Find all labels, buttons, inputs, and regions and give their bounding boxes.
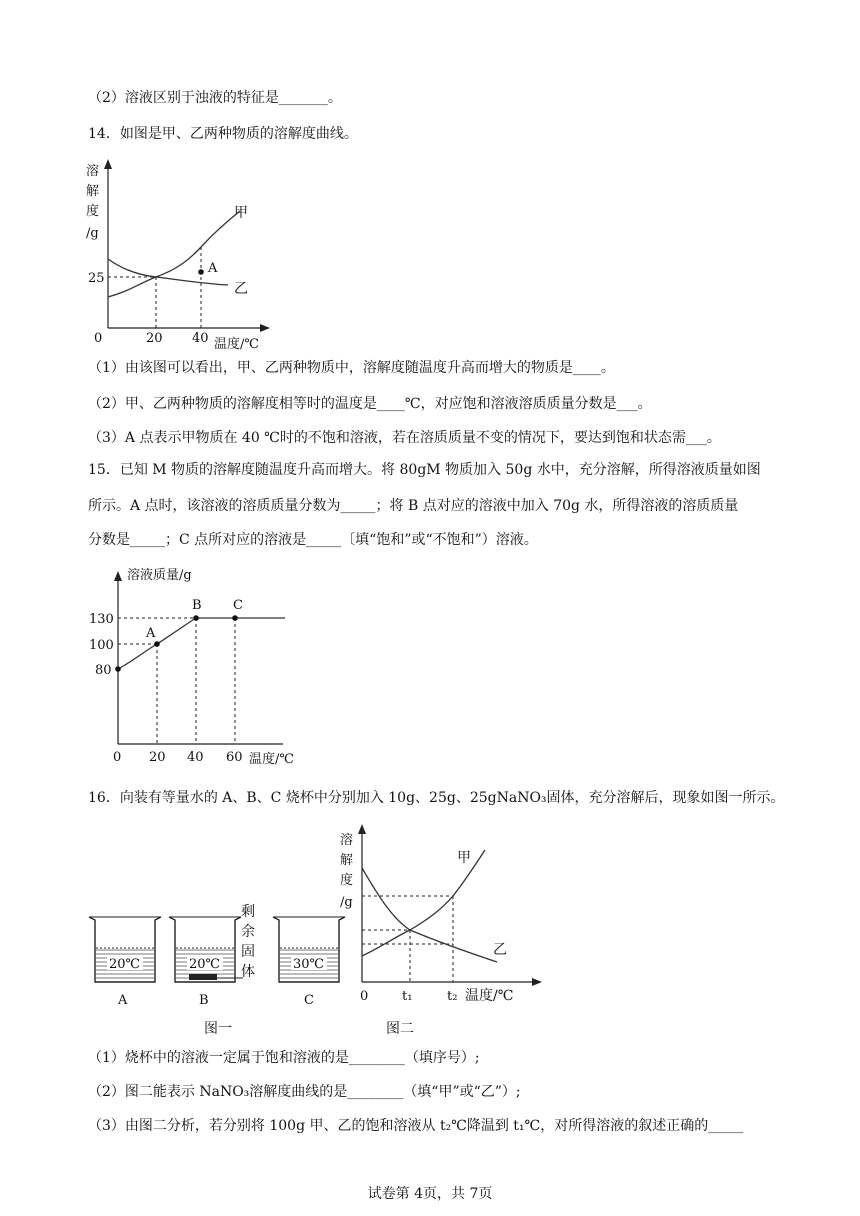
q15-xtick-0: 0	[113, 750, 122, 765]
beaker-b-label: B	[199, 993, 209, 1008]
q15-point-c-label: C	[233, 598, 243, 613]
q14-x-axis-arrow	[260, 324, 270, 332]
q15-ytick-100: 100	[89, 638, 114, 653]
fig2-caption: 图二	[386, 1021, 414, 1037]
page-footer: 试卷第 4页，共 7页	[367, 1186, 493, 1202]
fig1-caption: 图一	[204, 1021, 232, 1037]
q16-part2: （2）图二能表示 NaNO₃溶解度曲线的是________（填“甲”或“乙”）;	[88, 1084, 521, 1100]
q14-y-axis-arrow	[104, 159, 112, 169]
beaker-a-label: A	[118, 993, 128, 1008]
q15-point-a	[154, 641, 160, 647]
q14-xtick-20: 20	[146, 331, 163, 346]
q14-part3: （3）A 点表示甲物质在 40 ℃时的不饱和溶液，若在溶质质量不变的情况下，要达到饱和状态需___。	[88, 430, 721, 446]
q15-xtick-40: 40	[187, 750, 204, 765]
q14-part2: （2）甲、乙两种物质的溶解度相等时的温度是____℃，对应饱和溶液溶质质量分数是___。	[88, 396, 652, 412]
beaker-a	[89, 917, 161, 1008]
residue-label-4: 体	[241, 964, 255, 980]
q16c-x-axis-arrow	[532, 978, 542, 986]
q15-line1: 15．已知 M 物质的溶解度随温度升高而增大。将 80gM 物质加入 50g 水中，充分溶解，所得溶液质量如图	[88, 462, 761, 478]
q14-solubility-chart	[80, 155, 280, 355]
q16c-curve-yi	[362, 868, 497, 962]
q16c-xtick-t2: t₂	[447, 989, 458, 1004]
q16c-series-yi-label: 乙	[493, 942, 507, 958]
q16-part3: （3）由图二分析，若分别将 100g 甲、乙的饱和溶液从 t₂℃降温到 t₁℃，对所得溶液的叙述正确的_____	[88, 1118, 744, 1134]
q15-xtick-60: 60	[226, 750, 243, 765]
q14-ylabel-4: /g	[86, 226, 99, 241]
beaker-b-temp: 20℃	[189, 957, 221, 972]
residue-label-2: 余	[241, 924, 255, 940]
q16c-ylabel-2: 解	[340, 853, 354, 868]
q14-ylabel-2: 解	[86, 184, 100, 199]
q16-beakers-figure	[85, 900, 355, 1040]
q15-line2: 所示。A 点时，该溶液的溶质质量分数为_____；将 B 点对应的溶液中加入 70g 水，所得溶液的溶质质量	[88, 498, 739, 514]
q15-mass-chart	[85, 563, 315, 773]
q14-xlabel: 温度/℃	[214, 337, 259, 352]
q15-point-start	[115, 666, 121, 672]
q15-point-b	[193, 615, 199, 621]
q15-point-b-label: B	[192, 598, 202, 613]
q15-ytick-130: 130	[89, 612, 114, 627]
q14-point-a	[198, 269, 204, 275]
beaker-c-temp: 30℃	[293, 957, 325, 972]
q14-series-jia-label: 甲	[234, 205, 248, 221]
q15-y-axis-arrow	[114, 571, 122, 581]
q15-xlabel: 温度/℃	[249, 752, 294, 767]
q16c-ylabel-3: 度	[340, 873, 354, 888]
q16c-ylabel-4: /g	[340, 895, 353, 910]
q14-ytick-25: 25	[88, 271, 105, 286]
beaker-b-residue	[189, 974, 217, 980]
q16-part1: （1）烧杯中的溶液一定属于饱和溶液的是________（填序号）;	[88, 1050, 480, 1066]
q15-point-a-label: A	[146, 626, 156, 641]
q16c-ylabel-1: 溶	[340, 833, 354, 848]
q15-ylabel: 溶液质量/g	[127, 568, 192, 583]
beaker-a-temp: 20℃	[109, 957, 141, 972]
q15-xtick-20: 20	[149, 750, 166, 765]
q16c-xtick-t1: t₁	[402, 989, 413, 1004]
q15-ytick-80: 80	[95, 663, 112, 678]
q14-xtick-40: 40	[192, 331, 209, 346]
residue-label-3: 固	[241, 944, 255, 960]
beaker-b	[169, 917, 241, 1008]
q13-part2: （2）溶液区别于浊液的特征是_______。	[88, 90, 342, 106]
q14-ylabel-3: 度	[86, 204, 100, 219]
q14-ylabel-1: 溶	[86, 164, 100, 179]
beaker-c-label: C	[304, 993, 314, 1008]
q14-origin: 0	[94, 331, 103, 346]
q15-line3: 分数是_____；C 点所对应的溶液是_____〔填“饱和”或“不饱和”）溶液。	[88, 532, 538, 548]
q14-point-a-label: A	[208, 261, 218, 276]
q16c-origin: 0	[360, 989, 369, 1004]
q16-title: 16．向装有等量水的 A、B、C 烧杯中分别加入 10g、25g、25gNaNO₃固体，充分溶解后，现象如图一所示。	[88, 790, 785, 806]
q14-series-yi-label: 乙	[234, 281, 248, 297]
q16c-y-axis-arrow	[358, 824, 366, 834]
q16c-xlabel: 温度/℃	[465, 988, 514, 1004]
residue-label-1: 剩	[241, 904, 255, 920]
q14-title: 14．如图是甲、乙两种物质的溶解度曲线。	[88, 126, 358, 142]
q16c-series-jia-label: 甲	[457, 850, 471, 866]
q14-part1: （1）由该图可以看出，甲、乙两种物质中，溶解度随温度升高而增大的物质是____。	[88, 360, 615, 376]
q15-point-c	[232, 615, 238, 621]
q16-solubility-chart	[335, 820, 535, 1042]
